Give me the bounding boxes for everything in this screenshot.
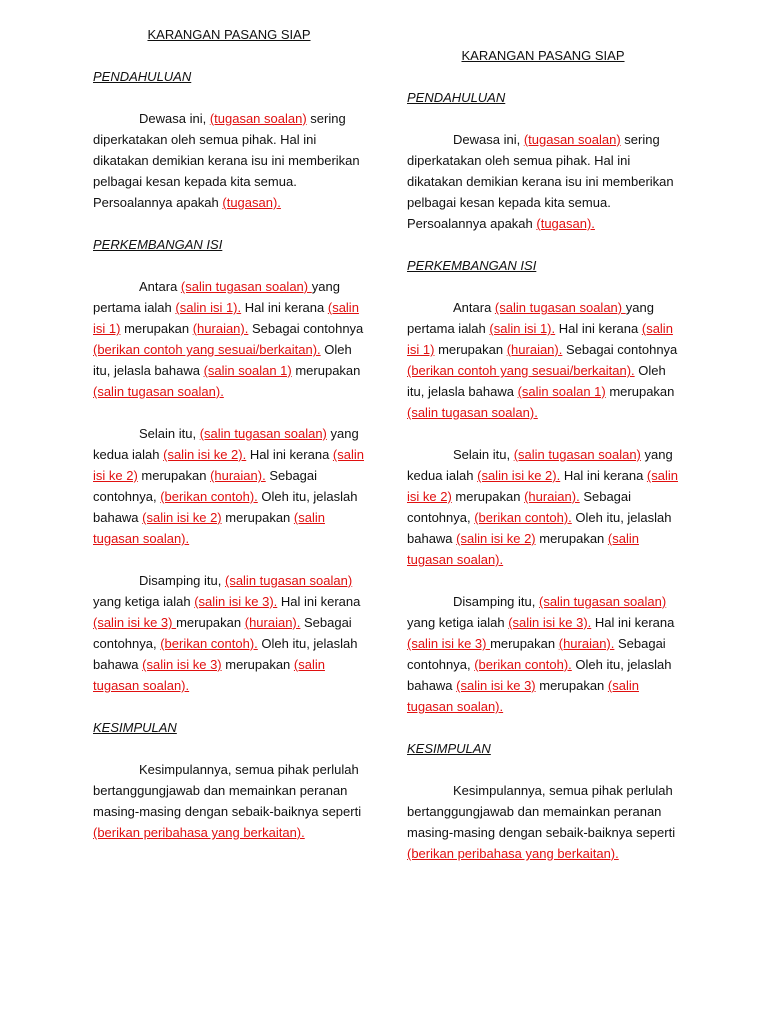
body-text: Hal ini kerana [277, 594, 361, 609]
placeholder-text: (salin tugasan soalan) [494, 300, 626, 315]
placeholder-text: (salin isi ke 3) [93, 615, 177, 630]
body-text: Sebagai contohnya, [93, 615, 352, 651]
body-text: merupakan [605, 384, 675, 399]
body-text: Sebagai contohnya, [93, 468, 318, 504]
body-text: Disamping itu, [139, 573, 225, 588]
placeholder-text: (huraian). [210, 468, 266, 483]
placeholder-text: (berikan contoh). [160, 489, 258, 504]
body-text: Oleh itu, jelasla bahawa [407, 363, 666, 399]
body-text: Hal ini kerana [241, 300, 328, 315]
body-text: Sebagai contohnya [248, 321, 364, 336]
body-text: Hal ini kerana [246, 447, 333, 462]
placeholder-text: (salin tugasan soalan) [538, 594, 667, 609]
body-text: Antara [453, 300, 495, 315]
body-text: Antara [139, 279, 181, 294]
body-text: Sebagai contohnya [562, 342, 678, 357]
placeholder-text: (tugasan soalan) [209, 111, 307, 126]
paragraph [93, 570, 365, 696]
body-text: merupakan [451, 489, 525, 504]
placeholder-text: (salin tugasan soalan). [93, 510, 325, 546]
placeholder-text: (tugasan). [222, 195, 281, 210]
placeholder-text: (salin isi ke 2). [477, 468, 561, 483]
body-text: Kesimpulannya, semua pihak perlulah bertanggungjawab dan memainkan peranan masing-masing dengan sebaik-baiknya seperti [407, 783, 676, 840]
body-text: merupakan [137, 468, 211, 483]
placeholder-text: (salin isi ke 2) [407, 468, 678, 504]
placeholder-text: (berikan peribahasa yang berkaitan). [407, 846, 619, 861]
body-text: Kesimpulannya, semua pihak perlulah bertanggungjawab dan memainkan peranan masing-masing dengan sebaik-baiknya seperti [93, 762, 362, 819]
body-text: Sebagai contohnya, [407, 489, 632, 525]
body-text: merupakan [535, 531, 608, 546]
placeholder-text: (huraian). [524, 489, 580, 504]
placeholder-text: (salin tugasan soalan) [513, 447, 641, 462]
paragraph [407, 129, 679, 234]
placeholder-text: (berikan contoh). [160, 636, 258, 651]
document-title: KARANGAN PASANG SIAP [147, 27, 311, 42]
placeholder-text: (berikan contoh). [474, 657, 572, 672]
body-text: yang ketiga ialah [407, 615, 509, 630]
paragraph [407, 780, 679, 864]
page-right [407, 45, 679, 885]
placeholder-text: (huraian). [558, 636, 615, 651]
body-text: Hal ini kerana [591, 615, 675, 630]
body-text: Oleh itu, jelaslah bahawa [407, 510, 672, 546]
placeholder-text: (salin isi ke 2) [93, 447, 364, 483]
body-text: Oleh itu, jelaslah bahawa [93, 489, 358, 525]
placeholder-text: (salin tugasan soalan) [199, 426, 327, 441]
section-heading: KESIMPULAN [407, 741, 491, 756]
body-text: merupakan [176, 615, 245, 630]
placeholder-text: (salin tugasan soalan). [407, 678, 639, 714]
placeholder-text: (salin isi ke 3) [407, 636, 491, 651]
body-text: Oleh itu, jelaslah bahawa [93, 636, 358, 672]
body-text: Selain itu, [453, 447, 514, 462]
placeholder-text: (huraian). [192, 321, 249, 336]
body-text: merupakan [120, 321, 193, 336]
body-text: Oleh itu, jelasla bahawa [93, 342, 352, 378]
placeholder-text: (salin isi 1) [93, 300, 359, 336]
section-heading: PENDAHULUAN [407, 90, 506, 105]
placeholder-text: (berikan contoh). [474, 510, 572, 525]
placeholder-text: (salin soalan 1) [517, 384, 606, 399]
placeholder-text: (berikan contoh yang sesuai/berkaitan). [407, 363, 635, 378]
section-heading: PERKEMBANGAN ISI [93, 237, 223, 252]
paragraph [407, 591, 679, 717]
document-title: KARANGAN PASANG SIAP [461, 48, 625, 63]
placeholder-text: (tugasan). [536, 216, 595, 231]
body-text: sering diperkatakan oleh semua pihak. Hal ini dikatakan demikian kerana isu ini memberikan pelbagai kesan kepada kita semua. Persoalannya apakah [407, 132, 674, 231]
body-text: Hal ini kerana [560, 468, 647, 483]
body-text: Hal ini kerana [555, 321, 642, 336]
placeholder-text: (huraian). [244, 615, 301, 630]
placeholder-text: (salin isi 1). [489, 321, 556, 336]
placeholder-text: (berikan contoh yang sesuai/berkaitan). [93, 342, 321, 357]
placeholder-text: (salin isi ke 3) [142, 657, 222, 672]
body-text: sering diperkatakan oleh semua pihak. Hal ini dikatakan demikian kerana isu ini memberikan pelbagai kesan kepada kita semua. Persoalannya apakah [93, 111, 360, 210]
body-text: yang pertama ialah [407, 300, 654, 336]
paragraph [93, 108, 365, 213]
body-text: merupakan [490, 636, 559, 651]
body-text: merupakan [291, 363, 361, 378]
section-heading: PENDAHULUAN [93, 69, 192, 84]
placeholder-text: (salin isi ke 2) [456, 531, 536, 546]
placeholder-text: (salin isi ke 3). [508, 615, 592, 630]
body-text: yang pertama ialah [93, 279, 340, 315]
placeholder-text: (salin tugasan soalan). [407, 405, 538, 420]
placeholder-text: (salin tugasan soalan) [224, 573, 353, 588]
paragraph [407, 444, 679, 570]
section-heading: PERKEMBANGAN ISI [407, 258, 537, 273]
placeholder-text: (salin soalan 1) [203, 363, 292, 378]
body-text: Oleh itu, jelaslah bahawa [407, 657, 672, 693]
placeholder-text: (salin tugasan soalan). [407, 531, 639, 567]
placeholder-text: (salin isi 1). [175, 300, 242, 315]
paragraph [93, 423, 365, 549]
section-heading: KESIMPULAN [93, 720, 177, 735]
body-text: Sebagai contohnya, [407, 636, 666, 672]
placeholder-text: (salin tugasan soalan) [180, 279, 312, 294]
placeholder-text: (huraian). [506, 342, 563, 357]
body-text: merupakan [535, 678, 608, 693]
body-text: Dewasa ini, [139, 111, 210, 126]
placeholder-text: (berikan peribahasa yang berkaitan). [93, 825, 305, 840]
body-text: yang ketiga ialah [93, 594, 195, 609]
placeholder-text: (salin isi ke 2). [163, 447, 247, 462]
placeholder-text: (salin tugasan soalan). [93, 384, 224, 399]
placeholder-text: (tugasan soalan) [523, 132, 621, 147]
body-text: Dewasa ini, [453, 132, 524, 147]
body-text: Selain itu, [139, 426, 200, 441]
placeholder-text: (salin isi ke 3). [194, 594, 278, 609]
body-text: merupakan [221, 510, 294, 525]
body-text: merupakan [434, 342, 507, 357]
page-left [93, 24, 365, 864]
paragraph [407, 297, 679, 423]
body-text: merupakan [221, 657, 294, 672]
body-text: yang kedua ialah [93, 426, 359, 462]
placeholder-text: (salin isi ke 3) [456, 678, 536, 693]
body-text: Disamping itu, [453, 594, 539, 609]
paragraph [93, 276, 365, 402]
placeholder-text: (salin isi ke 2) [142, 510, 222, 525]
paragraph [93, 759, 365, 843]
placeholder-text: (salin isi 1) [407, 321, 673, 357]
placeholder-text: (salin tugasan soalan). [93, 657, 325, 693]
body-text: yang kedua ialah [407, 447, 673, 483]
